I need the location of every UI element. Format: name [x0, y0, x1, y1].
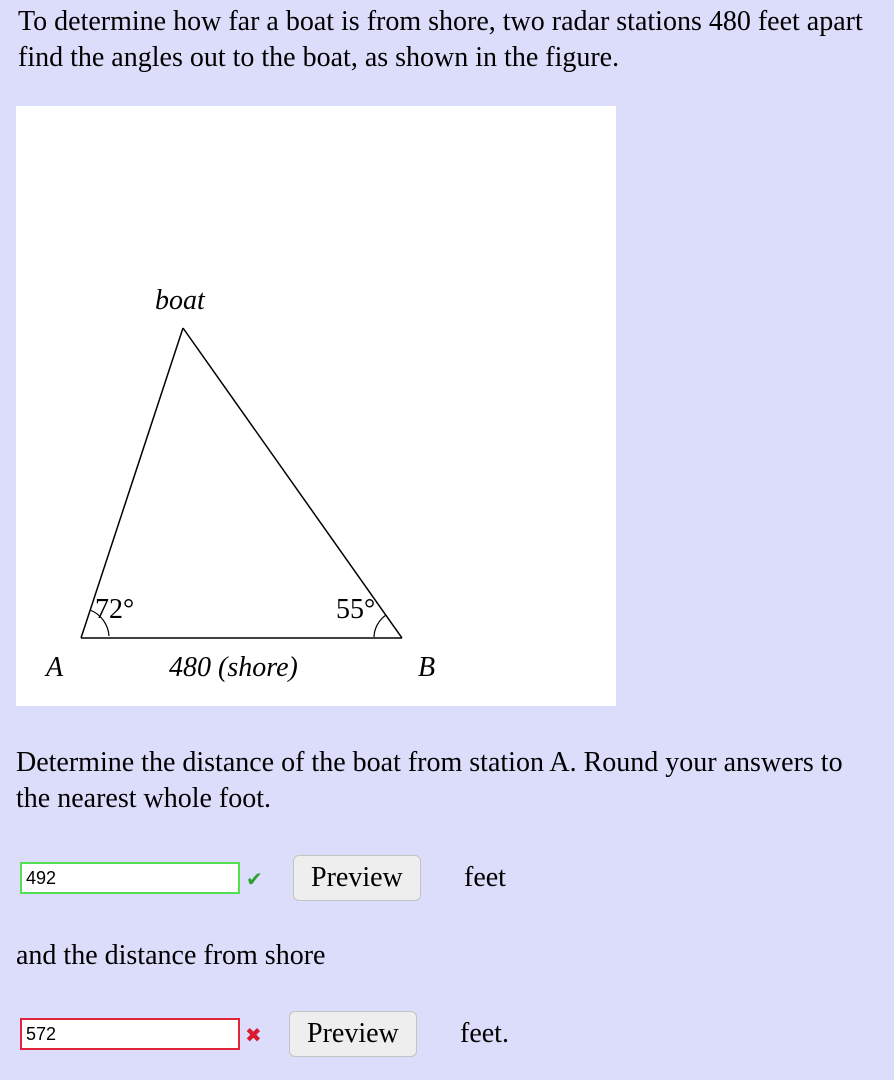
triangle-figure [16, 106, 616, 706]
preview-button-2[interactable]: Preview [289, 1011, 417, 1057]
problem-text: To determine how far a boat is from shore, two radar stations 480 feet apart find the angles out to the boat, as shown in the figure. [18, 6, 863, 73]
shore-length-label: 480 (shore) [169, 652, 298, 683]
station-a-label: A [46, 652, 64, 683]
station-b-label: B [418, 652, 436, 683]
side-a-boat [81, 328, 183, 638]
preview-button-1[interactable]: Preview [293, 855, 421, 901]
unit-feet-2: feet. [460, 1018, 509, 1049]
question-text: Determine the distance of the boat from station A. Round your answers to the nearest whole foot. [16, 747, 843, 814]
angle-b-arc [374, 615, 386, 637]
distance-from-shore-text: and the distance from shore [16, 940, 326, 971]
boat-label: boat [155, 285, 205, 316]
incorrect-cross-icon: ✖ [245, 1023, 262, 1047]
angle-a-label: 72° [95, 594, 135, 625]
distance-from-shore-input[interactable] [20, 1018, 240, 1050]
side-boat-b [183, 328, 402, 638]
unit-feet-1: feet [464, 862, 506, 893]
angle-b-label: 55° [336, 594, 376, 625]
correct-check-icon: ✔ [246, 867, 263, 891]
distance-from-a-input[interactable] [20, 862, 240, 894]
